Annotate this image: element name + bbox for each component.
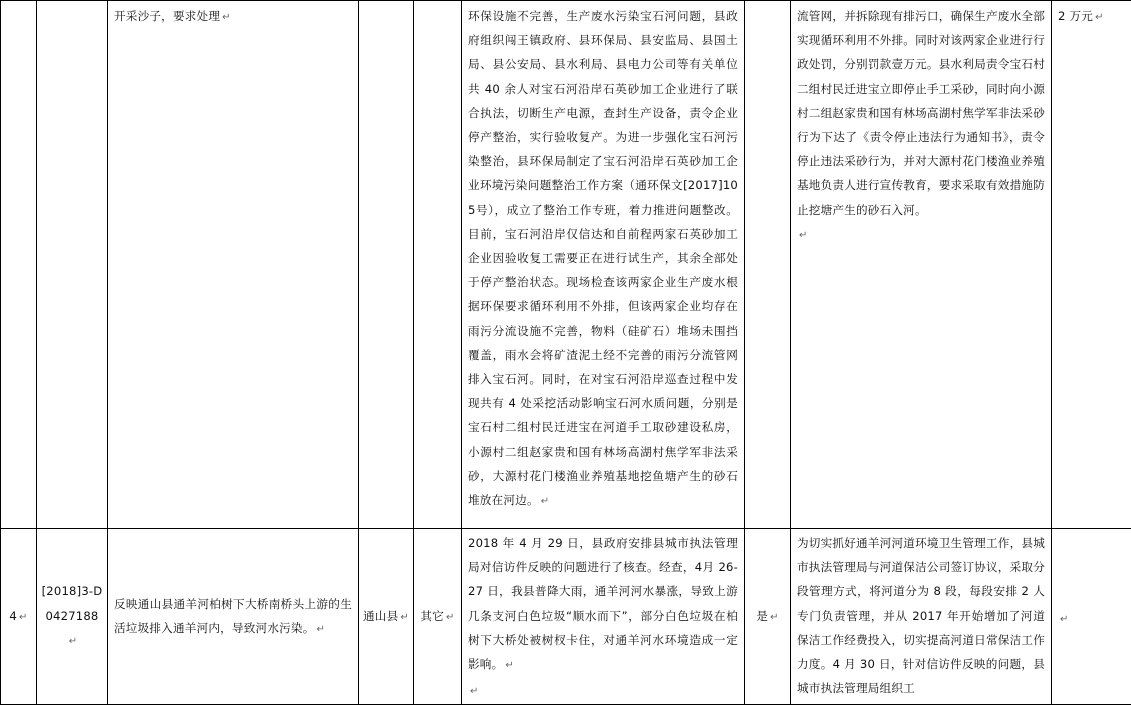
issue-text: 反映通山县通羊河柏树下大桥南桥头上游的生活垃圾排入通羊河内，导致河水污染。 — [114, 597, 352, 635]
investigation-text: 2018 年 4 月 29 日，县政府安排县城市执法管理局对信访件反映的问题进行了核查。经查，4月 26-27 日，我县普降大雨，通羊河河水暴涨，导致上游几条支河白色垃圾“顺水而下”，部分白色垃圾在柏树下大桥处被树杈卡住，对通羊河水环境造成一定影响。 — [468, 536, 738, 671]
table-row-4 — [1, 529, 1131, 705]
table-row-previous — [1, 1, 1131, 529]
paragraph-mark-icon: ↵ — [799, 230, 808, 241]
paragraph-mark-icon: ↵ — [541, 496, 550, 507]
paragraph-mark-icon: ↵ — [222, 12, 231, 23]
paragraph-mark-icon: ↵ — [470, 686, 479, 697]
paragraph-mark-icon: ↵ — [1060, 614, 1069, 625]
issue-text: 开采沙子，要求处理 — [114, 9, 220, 23]
investigation-cell — [462, 1, 745, 529]
county-cell — [359, 1, 414, 529]
verified-cell — [745, 1, 791, 529]
penalty-text: 2 万元 — [1058, 9, 1093, 23]
paragraph-mark-icon: ↵ — [505, 660, 514, 671]
category-cell — [414, 529, 462, 705]
index-cell — [1, 529, 37, 705]
investigation-text: 环保设施不完善，生产废水污染宝石河问题，县政府组织闯王镇政府、县环保局、县安监局、县国土局、县公安局、县水利局、县电力公司等有关单位共 40 余人对宝石河沿岸石英砂加工企业进行了联合执法，切断生产电源，查封生产设备，责令企业停产整治，实行验收复产。为进一步强化宝石河污染整治，县环保局制定了宝石河沿岸石英砂加工企业环境污染问题整治工作方案（通环保文[2017]105号），成立了整治工作专班，着力推进问题整改。目前，宝石河沿岸仅信达和自前程两家石英砂加工企业因验收复工需要正在进行试生产，其余全部处于停产整治状态。现场检查该两家企业生产废水根据环保要求循环利用不外排，但该两家企业均存在雨污分流设施不完善，物料（硅矿石）堆场未围挡覆盖，雨水会将矿渣泥土经不完善的雨污分流管网排入宝石河。同时，在对宝石河沿岸巡查过程中发现共有 4 处采挖活动影响宝石河水质问题，分别是宝石村二组村民迁进宝在河道手工取砂建设私房，小源村二组赵家贵和国有林场高湖村焦学军非法采砂，大源村花门楼渔业养殖基地挖鱼塘产生的砂石堆放在河边。 — [468, 9, 738, 507]
category-cell — [414, 1, 462, 529]
category-text: 其它 — [420, 609, 444, 623]
case-id-text: [2018]3-D0427188 — [42, 584, 103, 622]
issue-cell — [108, 529, 359, 705]
paragraph-mark-icon: ↵ — [317, 624, 326, 635]
paragraph-mark-icon: ↵ — [400, 612, 409, 623]
paragraph-mark-icon: ↵ — [446, 612, 455, 623]
index-text: 4 — [9, 609, 17, 623]
handling-text: 流管网，并拆除现有排污口，确保生产废水全部实现循环利用不外排。同时对该两家企业进行行政处罚，分别罚款壹万元。县水利局责令宝石村二组村民迁进宝立即停止手工采砂，同时向小源村二组赵家贵和国有林场高湖村焦学军非法采砂行为下达了《责令停止违法行为通知书》，责令停止违法采砂行为，并对大源村花门楼渔业养殖基地负责人进行宣传教育，要求采取有效措施防止挖塘产生的砂石入河。 — [797, 9, 1045, 217]
issue-cell — [108, 1, 359, 529]
paragraph-mark-icon: ↵ — [1095, 12, 1104, 23]
penalty-cell — [1052, 529, 1131, 705]
paragraph-mark-icon: ↵ — [770, 612, 779, 623]
paragraph-mark-icon: ↵ — [69, 636, 78, 647]
verified-cell — [745, 529, 791, 705]
paragraph-mark-icon: ↵ — [19, 612, 28, 623]
handling-text: 为切实抓好通羊河河道环境卫生管理工作，县城市执法管理局与河道保洁公司签订协议，采取分段管理方式，将河道分为 8 段，每段安排 2 人专门负责管理，并从 2017 年开始增加了河道保洁工作经费投入，切实提高河道日常保洁工作力度。4 月 30 日，针对信访件反映的问题，县城市执法管理局组织工 — [797, 536, 1045, 695]
case-id-cell — [37, 529, 108, 705]
index-cell — [1, 1, 37, 529]
county-cell — [359, 529, 414, 705]
county-text: 通山县 — [363, 609, 398, 623]
investigation-cell — [462, 529, 745, 705]
penalty-cell — [1052, 1, 1131, 529]
verified-text: 是 — [756, 609, 768, 623]
case-id-cell — [37, 1, 108, 529]
handling-cell — [791, 529, 1052, 705]
handling-cell — [791, 1, 1052, 529]
